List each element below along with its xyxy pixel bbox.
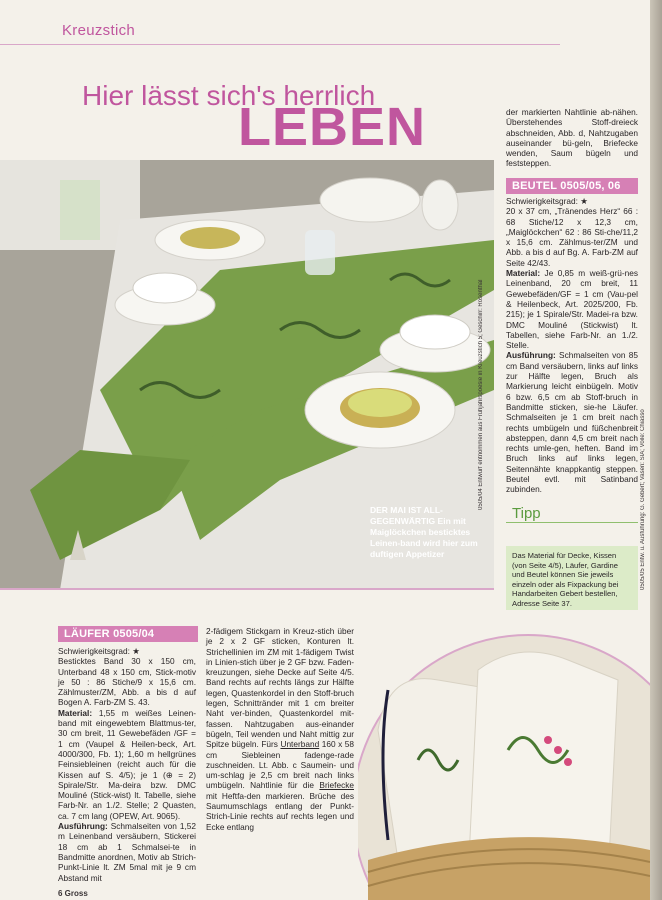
laeufer-header: LÄUFER 0505/04 bbox=[58, 626, 198, 642]
beutel-execution-text: Schmalseiten von 85 cm Band versäubern, links auf links zur Hälfte legen, Bruch als Markierung leicht einbügeln. Motiv 6 bzw. 6,5 cm ab Stoff-bruch in Bandmitte sticken, sie-he Läufer. Schmalseiten je 1 cm breit nach rechts umbügeln und füßchenbreit absteppen, dann 4,5 cm breit nach rechts umle-gen, heften. Band im Bruch links auf links legen, Seitennähte knappkantig steppen. Beutel evtl. mit Satinband zubinden. bbox=[506, 350, 638, 495]
section-rule bbox=[0, 44, 560, 45]
beutel-header: BEUTEL 0505/05, 06 bbox=[506, 178, 638, 194]
laeufer-intro: Besticktes Band 30 x 150 cm, Unterband 48 x 150 cm, Stick-motiv je 50 : 86 Stiche/9 x 15,6 cm. Zählmuster/ZM, Abb. a bis d auf Bogen A. Farb-ZM S. 43. bbox=[58, 656, 196, 708]
middle-text bbox=[206, 626, 354, 832]
laeufer-difficulty: Schwierigkeitsgrad: ★ bbox=[58, 646, 140, 656]
laeufer-execution-label: Ausführung: bbox=[58, 821, 108, 832]
beutel-column bbox=[506, 196, 638, 495]
basket-photo bbox=[358, 610, 650, 900]
beutel-material-text: Je 0,85 m weiß-grü-nes Leinenband, 20 cm breit, 11 Gewebefäden/GF = 1 cm (Vau-pel & Heilenbeck, Art. 2025/200, Fb. 215); je 1 Spirale/Str. Madei-ra bzw. DMC Mouliné (Stickwist) lt. Tabellen, siehe Farb-Nr. an 1./2. Stelle. bbox=[506, 268, 639, 351]
middle-unterband: Unterband bbox=[280, 739, 320, 750]
middle-part1: 2-fädigem Stickgarn in Kreuz-stich über je 2 x 2 GF sticken, Konturen lt. Strichellinien im ZM mit 1-fädigem Twist in Linien-stich über je 2 GF bzw. Faden-kreuzungen, siehe Decke auf Seite 4/5. Band rechts auf rechts längs zur Hälfte legen, Quastenkordel in den Stoff-bruch legen, Schnittränder mit 1 cm breiter Naht ver-binden, Quastenkordel mit-fassen. Nahtzugaben aus-einander bügeln, Teil wenden und Naht mittig zur Spitze bügeln. Fürs bbox=[206, 626, 354, 750]
middle-part2: 160 x 58 cm Siebleinen fadenge-rade zuschneiden. Lt. Abb. c Saumein- und um-schlag je 2,5 cm breit nach links umbügeln. Nahtlinie für die bbox=[206, 739, 354, 791]
laeufer-material bbox=[58, 708, 196, 821]
page-tag: 6 Gross bbox=[58, 889, 88, 898]
middle-briefecke: Briefecke bbox=[319, 780, 354, 791]
photo-caption bbox=[370, 505, 490, 560]
beutel-intro: 20 x 37 cm, „Tränendes Herz“ 66 : 68 Stiche/12 x 12,3 cm, „Maiglöckchen“ 62 : 86 Sti-che/11,2 x 15,6 cm. Zählmus-ter/ZM und Abb. a bis d auf Bg. A. Farb-ZM auf Seite 42/43. bbox=[506, 206, 638, 268]
tipp-title: Tipp bbox=[512, 505, 541, 522]
laeufer-column bbox=[58, 646, 196, 883]
beutel-material-label: Material: bbox=[506, 268, 541, 279]
right-column-top bbox=[506, 107, 638, 169]
tipp-rule bbox=[506, 522, 638, 523]
middle-column bbox=[206, 626, 354, 832]
laeufer-material-text: 1,55 m weißes Leinen-band mit eingewebtem Blattmus-ter, 30 cm breit, 11 Gewebefäden /GF = 1 cm (Vaupel & Heilen-beck, Art. 4000/300, Fb. 1); 1,60 m hellgrünes Feinsiebleinen (reicht auch für die Kissen auf S. 4/5); je 1 (⊕ = 2) Spirale/Str. Ma-deira bzw. DMC Mouliné (Stick-wist) lt. Tabelle, siehe Farb-Nr. an 1./2. Stelle; 2 Quasten, ca. 7 cm lang (OPEW, Art. 9065). bbox=[58, 707, 196, 821]
tipp-box: Das Material für Decke, Kissen (von Seite 4/5), Läufer, Gardine und Beutel können Sie jeweils einzeln oder als Fixpackung bei Handarbeiten Gebert bestellen, Adresse Seite 37. bbox=[506, 546, 638, 614]
adjacent-page-edge bbox=[650, 0, 662, 900]
credit-vertical-right: 0505/05 Entw. u. Ausführung: G. Gebert; Vasen: SIA; Voile: Chiasso bbox=[640, 409, 646, 590]
beutel-execution bbox=[506, 350, 638, 494]
laeufer-execution-text: Schmalseiten von 1,52 m Leinenband versäubern, Stickerei 18 cm ab 1 Schmalsei-te in Bandmitte anordnen, Motiv ab Strich-Punkt-Linie lt. ZM 5mal mit je 9 cm Abstand mit bbox=[58, 821, 196, 883]
beutel-execution-label: Ausführung: bbox=[506, 350, 556, 361]
caption-text: Ein mit Maiglöckchen besticktes Leinen-band wird hier zum duftigen Appetizer bbox=[370, 516, 478, 559]
laeufer-material-label: Material: bbox=[58, 707, 93, 718]
continued-text: der markierten Nahtlinie ab-nähen. Überstehendes Stoff-dreieck abschneiden, Abb. d, Nahtzugaben auseinander bü-geln, Briefecke wenden, Saum bügeln und feststeppen. bbox=[506, 107, 638, 169]
caption-lead: DER MAI IST ALL-GEGENWÄRTIG bbox=[370, 505, 443, 526]
credit-vertical-left: 0505/04 Entwurf entnommen aus Frühjahrspoesie in Kreuzstich 5; Geschirr: Rosenthal bbox=[478, 279, 484, 510]
section-tag: Kreuzstich bbox=[62, 22, 136, 39]
beutel-difficulty: Schwierigkeitsgrad: ★ bbox=[506, 196, 588, 206]
beutel-material bbox=[506, 268, 638, 350]
middle-part3: mit Heftfa-den markieren. Brüche des Saumumschlags entlang der Punkt-Strich-Linie rechts auf rechts legen und Ecke entlang bbox=[206, 790, 354, 832]
headline-main: LEBEN bbox=[238, 97, 427, 157]
laeufer-execution bbox=[58, 821, 196, 883]
headline-top: Hier lässt sich's herrlich bbox=[82, 80, 376, 111]
